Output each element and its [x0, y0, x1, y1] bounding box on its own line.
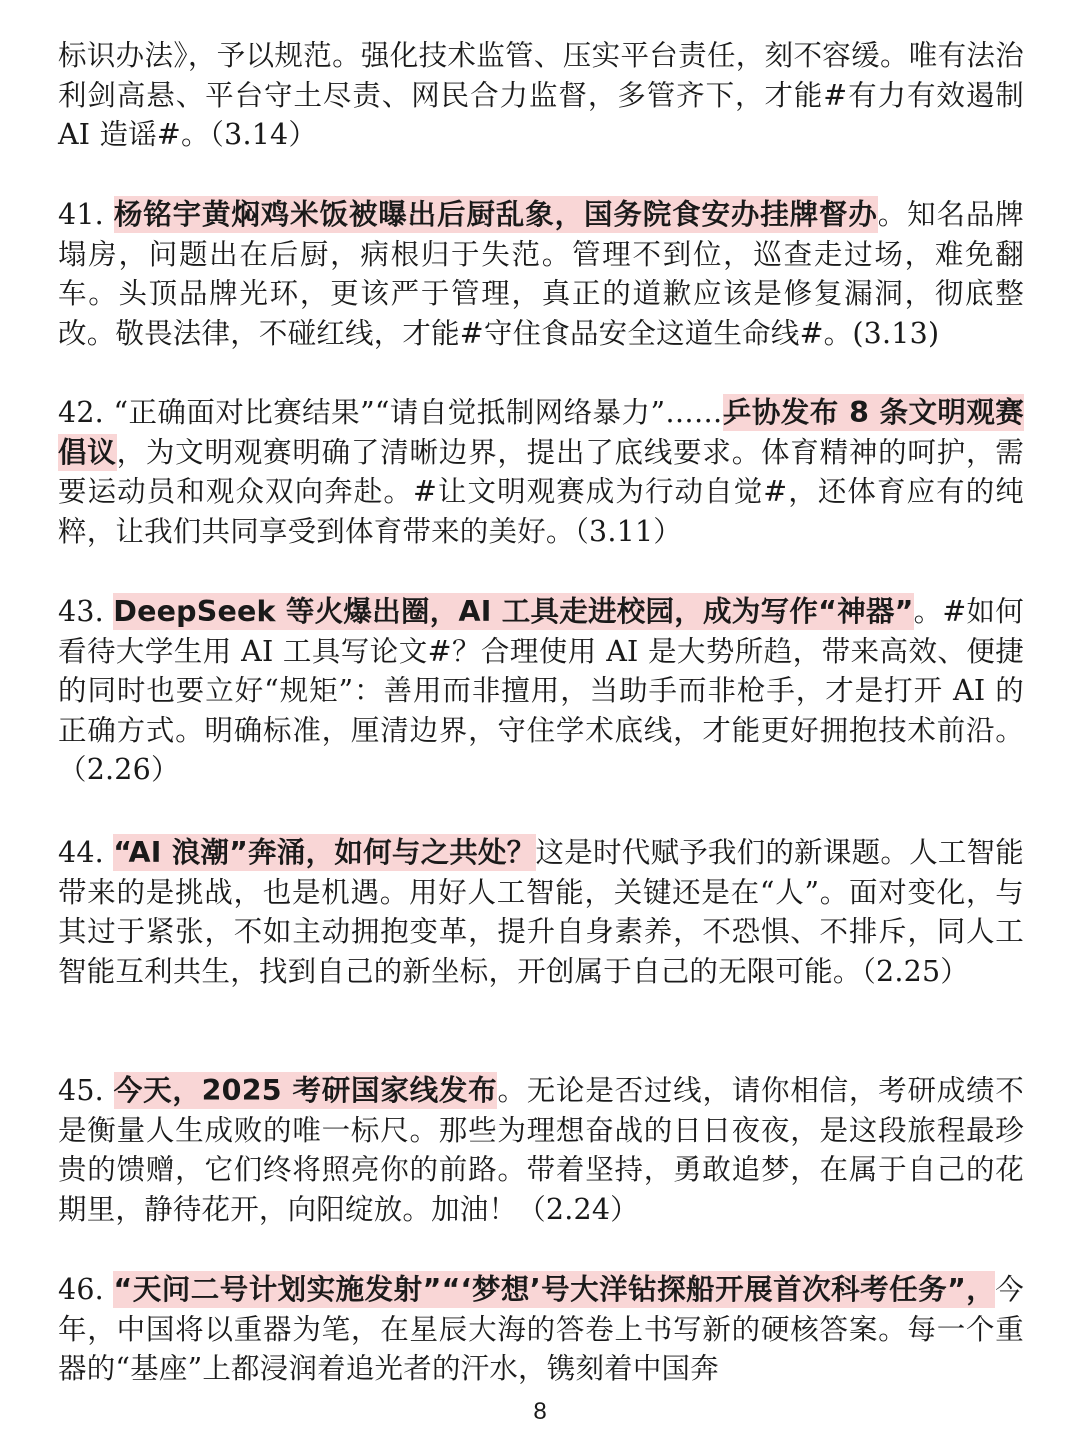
item-number: 43. [58, 595, 114, 628]
page-number: 8 [533, 1398, 547, 1425]
item-body: 。无论是否过线，请你相信，考研成绩不是衡量人生成败的唯一标尺。那些为理想奋战的日日夜夜，是这段旅程最珍贵的馈赠，它们终将照亮你的前路。带着坚持，勇敢追梦，在属于自己的花期里，静待花开，向阳绽放。加油！（2.24） [58, 1074, 1025, 1226]
list-item-44 [58, 833, 1024, 991]
item-number: 41. [58, 198, 114, 231]
item-headline: 今天，2025 考研国家线发布 [113, 1074, 498, 1107]
list-item-41 [58, 195, 1024, 353]
item-lead: “正确面对比赛结果”“请自觉抵制网络暴力”…… [113, 396, 723, 429]
item-headline: 乒协发布 8 条文明观赛倡议 [58, 396, 1024, 469]
item-number: 45. [58, 1074, 114, 1107]
intro-text: 标识办法》，予以规范。强化技术监管、压实平台责任，刻不容缓。唯有法治利剑高悬、平台守土尽责、网民合力监督，多管齐下，才能#有力有效遏制 AI 造谣#。（3.14） [58, 39, 1024, 151]
item-headline: 杨铭宇黄焖鸡米饭被曝出后厨乱象，国务院食安办挂牌督办 [113, 198, 878, 231]
list-item-46 [58, 1270, 1024, 1389]
item-body: 今年，中国将以重器为笔，在星辰大海的答卷上书写新的硬核答案。每一个重器的“基座”上都浸润着追光者的汗水，镌刻着中国奔 [58, 1273, 1024, 1385]
item-number: 44. [58, 836, 114, 869]
item-body: 。#如何看待大学生用 AI 工具写论文#？合理使用 AI 是大势所趋，带来高效、便捷的同时也要立好“规矩”：善用而非擅用，当助手而非枪手，才是打开 AI 的正确方式。明确标准，厘清边界，守住学术底线，才能更好拥抱技术前沿。（2.26） [58, 595, 1024, 786]
list-item-43 [58, 592, 1024, 790]
item-body: ，为文明观赛明确了清晰边界，提出了底线要求。体育精神的呵护，需要运动员和观众双向奔赴。#让文明观赛成为行动自觉#，还体育应有的纯粹，让我们共同享受到体育带来的美好。（3.11） [58, 435, 1025, 548]
item-body: 。知名品牌塌房，问题出在后厨，病根归于失范。管理不到位，巡查走过场，难免翻车。头顶品牌光环，更该严于管理，真正的道歉应该是修复漏洞，彻底整改。敬畏法律，不碰红线，才能#守住食品安全这道生命线#。(3.13) [58, 198, 1025, 350]
list-item-42 [58, 393, 1024, 551]
item-headline: “天问二号计划实施发射”“‘梦想’号大洋钻探船开展首次科考任务”， [113, 1273, 996, 1306]
item-number: 42. [58, 396, 114, 429]
item-body: 这是时代赋予我们的新课题。人工智能带来的是挑战，也是机遇。用好人工智能，关键还是在“人”。面对变化，与其过于紧张，不如主动拥抱变革，提升自身素养，不恐惧、不排斥，同人工智能互利共生，找到自己的新坐标，开创属于自己的无限可能。（2.25） [58, 836, 1024, 988]
item-headline: “AI 浪潮”奔涌，如何与之共处？ [113, 836, 536, 869]
item-headline: DeepSeek 等火爆出圈，AI 工具走进校园，成为写作“神器” [113, 595, 914, 628]
list-item-45 [58, 1071, 1024, 1229]
item-number: 46. [58, 1273, 114, 1306]
intro-paragraph [58, 36, 1024, 155]
